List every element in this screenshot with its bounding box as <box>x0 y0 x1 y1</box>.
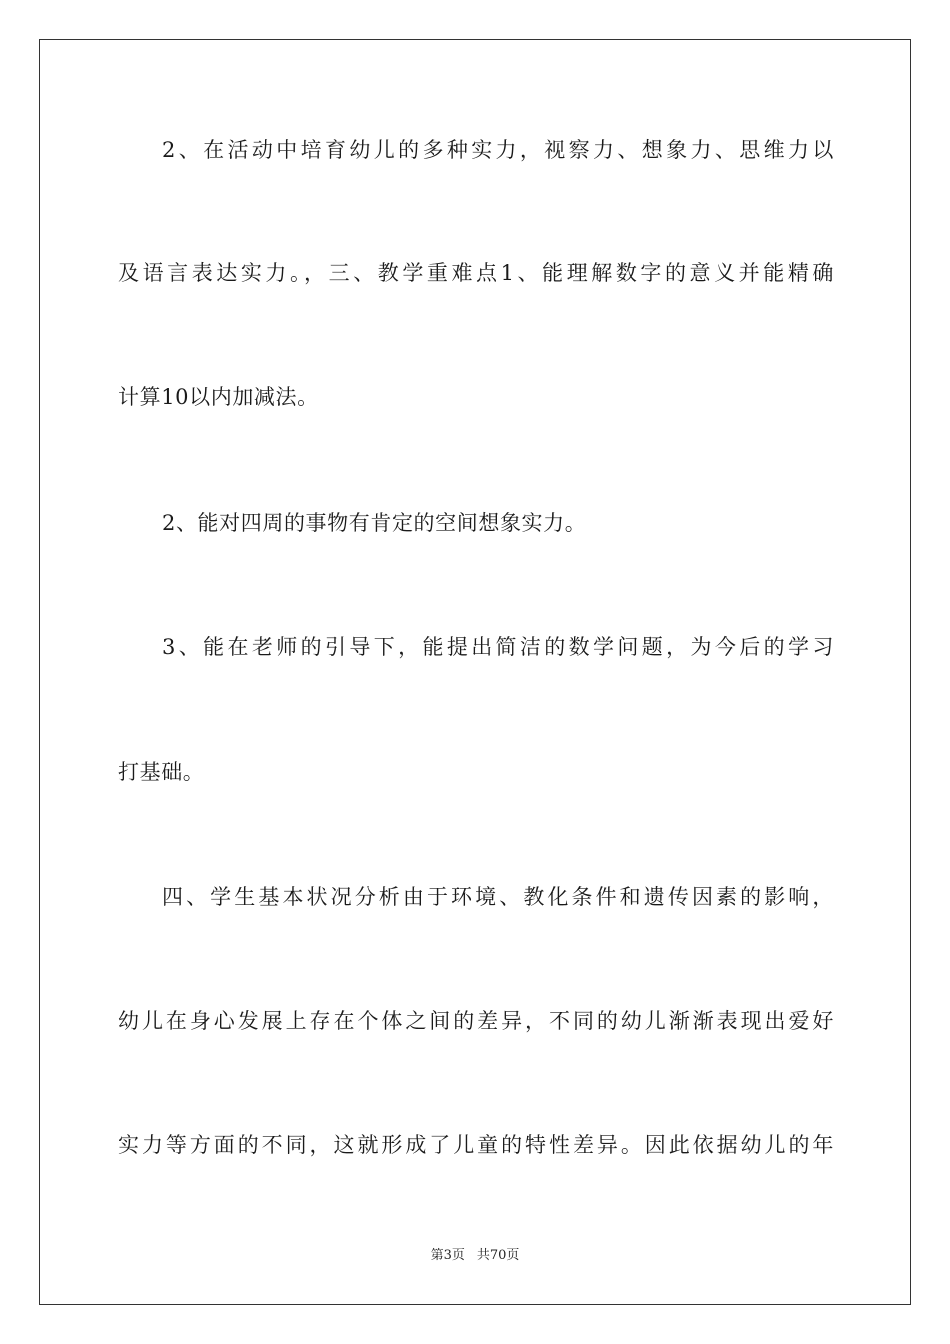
page-footer <box>0 1247 950 1265</box>
page-border <box>39 39 911 1305</box>
paragraph-line: 3、能在老师的引导下，能提出简洁的数学问题，为今后的学习 <box>162 635 834 659</box>
paragraph-line: 打基础。 <box>118 760 205 784</box>
page-number: 第3页 <box>430 1248 465 1263</box>
paragraph-line: 四、学生基本状况分析由于环境、教化条件和遗传因素的影响， <box>162 885 834 909</box>
total-pages: 共70页 <box>476 1248 520 1263</box>
paragraph-line: 幼儿在身心发展上存在个体之间的差异，不同的幼儿渐渐表现出爱好 <box>118 1009 834 1033</box>
paragraph-line: 2、能对四周的事物有肯定的空间想象实力。 <box>162 511 587 535</box>
paragraph-line: 2、在活动中培育幼儿的多种实力，视察力、想象力、思维力以 <box>162 138 834 162</box>
paragraph-line: 实力等方面的不同，这就形成了儿童的特性差异。因此依据幼儿的年 <box>118 1133 834 1157</box>
paragraph-line: 及语言表达实力。，三、教学重难点1、能理解数字的意义并能精确 <box>118 261 834 285</box>
paragraph-line: 计算10以内加减法。 <box>118 385 319 409</box>
